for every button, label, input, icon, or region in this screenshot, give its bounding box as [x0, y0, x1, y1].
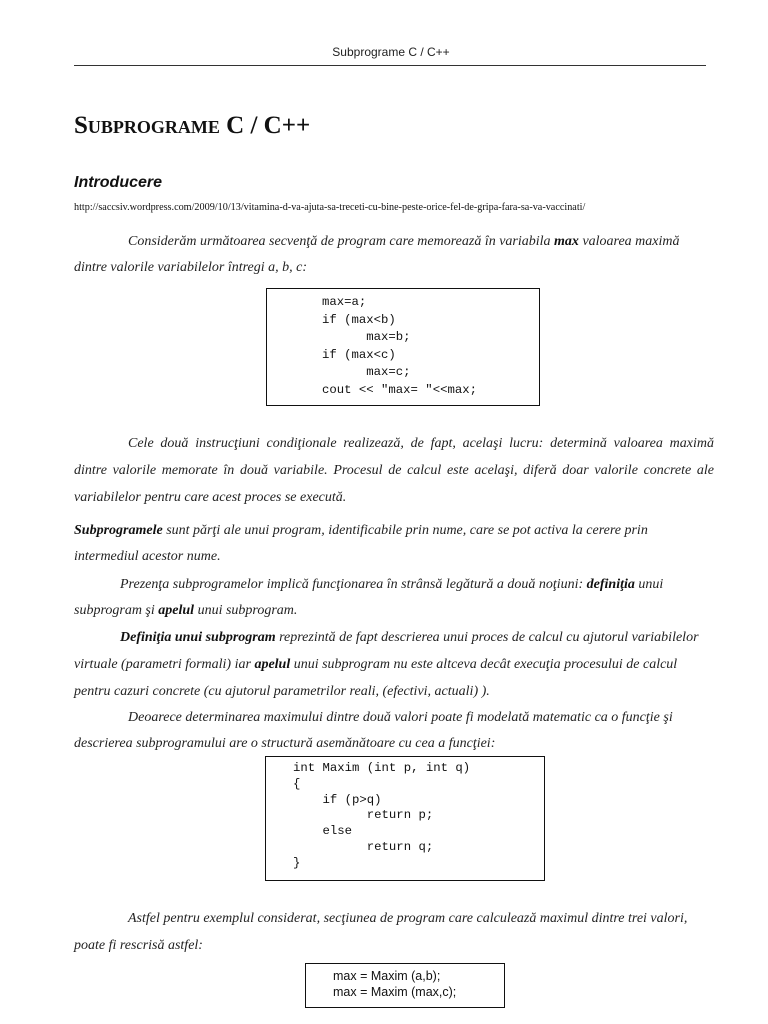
- intro-text: Considerăm următoarea secvenţă de program care memorează în variabila: [128, 234, 555, 249]
- notions-text-mid: unui subprogram şi: [74, 577, 664, 618]
- paragraph-definition: [74, 624, 714, 705]
- code-max-text: max=a; if (max<b) max=b; if (max<c) max=c; cout << "max= "<<max;: [322, 295, 477, 397]
- intro-bold: max: [554, 234, 579, 249]
- code-calls-text: max = Maxim (a,b); max = Maxim (max,c);: [333, 969, 457, 999]
- code-block-function: [265, 756, 545, 881]
- paragraph-intro: [74, 229, 714, 281]
- definition-bold-call: apelul: [254, 657, 291, 672]
- notions-text-end: unui subprogram.: [194, 603, 298, 618]
- code-block-max: [266, 288, 540, 406]
- conditionals-text: Cele două instrucţiuni condiţionale realizează, de fapt, acelaşi lucru: determină valoarea maximă dintre valorile memorate în două variabile. Procesul de calcul este acelaşi, diferă doar valorile concrete ale variabilelor pentru care acest proces se execută.: [74, 436, 714, 505]
- maximum-text: Deoarece determinarea maximului dintre două valori poate fi modelată matematic ca o funcţie şi descrierea subprogramului are o structură asemănătoare cu cea a funcţiei:: [74, 710, 673, 751]
- running-header: Subprograme C / C++: [332, 45, 450, 59]
- paragraph-conditionals: [74, 430, 714, 511]
- paragraph-maximum: [74, 705, 714, 757]
- subprograms-bold: Subprogramele: [74, 523, 163, 538]
- rewrite-text: Astfel pentru exemplul considerat, secţiunea de program care calculează maximul dintre trei valori, poate fi rescrisă astfel:: [74, 911, 688, 953]
- title-rest: C / C++: [219, 112, 311, 139]
- notions-bold-definition: definiţia: [586, 577, 635, 592]
- definition-bold: Definiţia unui subprogram: [120, 630, 276, 645]
- paragraph-notions: [74, 572, 714, 624]
- header-rule: [74, 65, 706, 66]
- code-block-calls: [305, 963, 505, 1008]
- definition-text-end: unui subprogram nu este altceva decât execuţia procesului de calcul pentru cazuri concrete (cu ajutorul parametrilor reali, (efectivi, actuali) ).: [74, 657, 678, 699]
- notions-text: Prezenţa subprogramelor implică funcţionarea în strânsă legătură a două noţiuni:: [120, 577, 587, 592]
- paragraph-subprograms: [74, 518, 714, 570]
- section-heading: Introducere: [74, 174, 163, 191]
- code-function-text: int Maxim (int p, int q) { if (p>q) return p; else return q; }: [293, 761, 471, 870]
- subprograms-text: sunt părţi ale unui program, identificabile prin nume, care se pot activa la cerere prin intermediul acestor nume.: [74, 523, 648, 564]
- source-link[interactable]: http://saccsiv.wordpress.com/2009/10/13/vitamina-d-va-ajuta-sa-treceti-cu-bine-peste-orice-fel-de-gripa-fara-sa-va-vaccinati/: [74, 202, 586, 213]
- definition-text: reprezintă de fapt descrierea unui proces de calcul cu ajutorul variabilelor virtuale (parametri formali) iar: [74, 630, 699, 672]
- paragraph-rewrite: [74, 905, 714, 959]
- page-title: [74, 112, 310, 140]
- notions-bold-call: apelul: [158, 603, 195, 618]
- title-main: Subprograme: [74, 112, 220, 139]
- intro-text-end: valoarea maximă dintre valorile variabilelor întregi a, b, c:: [74, 234, 680, 275]
